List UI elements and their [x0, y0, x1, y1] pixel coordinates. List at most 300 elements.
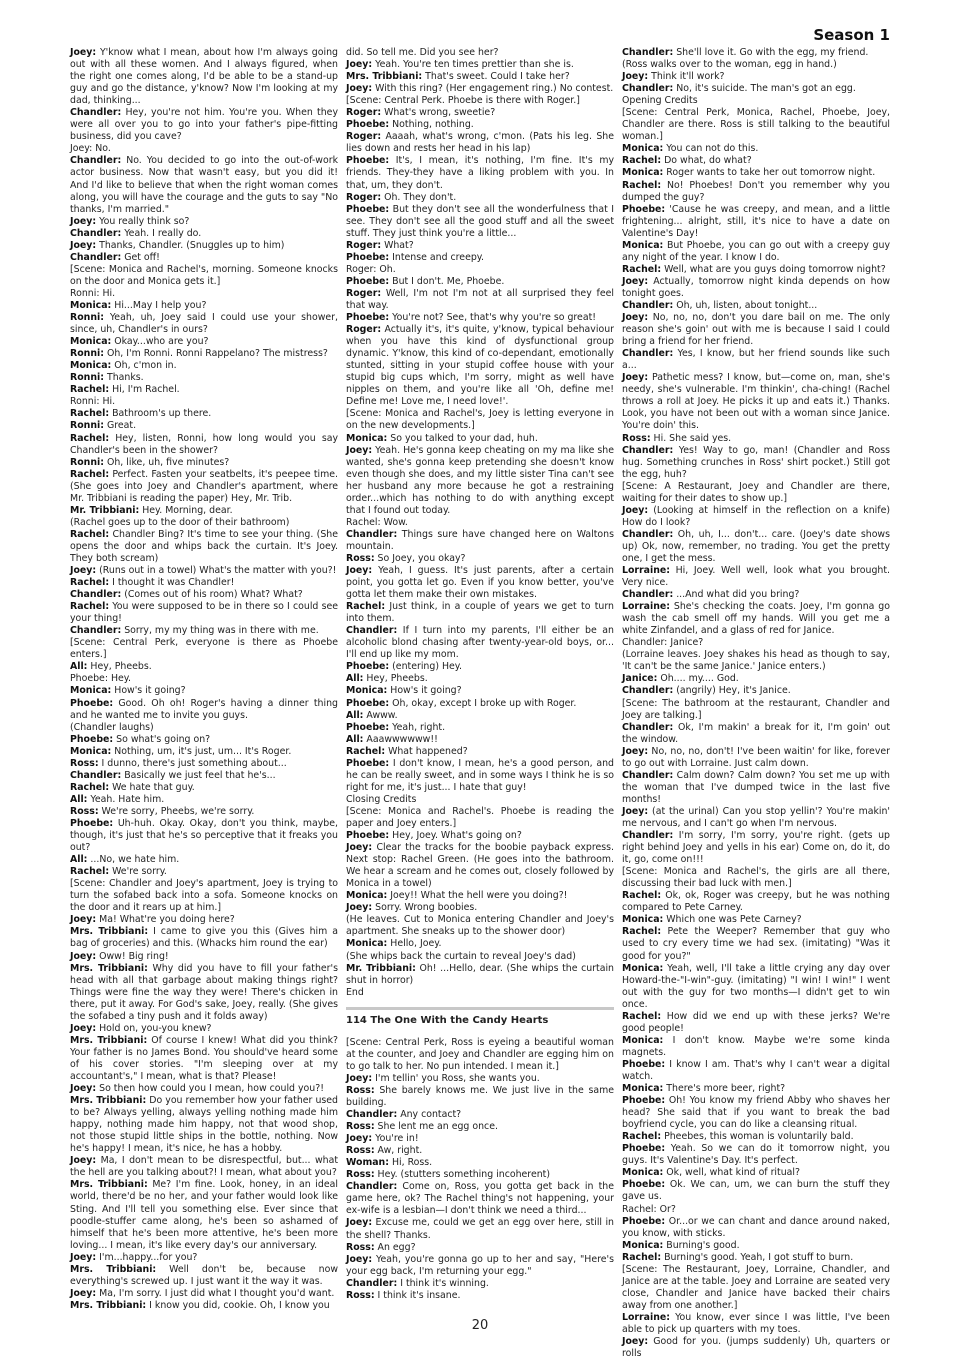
script-line — [622, 1143, 890, 1167]
line-text: What's wrong, sweetie? — [381, 107, 496, 119]
script-line — [622, 1240, 890, 1252]
speaker-name: Phoebe: — [346, 155, 390, 167]
line-text: Sorry. Wrong boobies. — [372, 902, 478, 914]
line-text: (Comes out of his room) What? What? — [121, 589, 303, 601]
line-text: Ok, ok, Roger was creepy, but he was nothing compared to Pete Carney. — [622, 890, 890, 914]
line-text: Me? I'm fine. Look, honey, in an ideal world, there'd be no her, and your father would look like Sting. And I'll tell you something else. Ever since that poodle-stuffer came along, he's been so ashamed of himself that he's been more attentive, he's been more loving... I mean, it's like every day's our anniversary. — [70, 1179, 338, 1251]
speaker-name: Ross: — [346, 1169, 375, 1181]
speaker-name: Roger: — [346, 239, 382, 251]
script-line — [70, 601, 338, 625]
speaker-name: Joey: — [622, 312, 649, 324]
script-line — [70, 396, 338, 408]
line-text: Oww! Big ring! — [96, 950, 169, 962]
speaker-name: Rachel: — [622, 155, 662, 167]
script-line — [70, 1300, 338, 1312]
script-line — [622, 649, 890, 673]
speaker-name: Monica: — [622, 1034, 664, 1046]
script-line — [70, 770, 338, 782]
script-line — [622, 926, 890, 962]
speaker-name: Rachel: — [70, 384, 110, 396]
line-text: (angrily) Hey, it's Janice. — [673, 685, 791, 697]
speaker-name: Joey: — [346, 59, 373, 71]
speaker-name: Joey: — [346, 444, 373, 456]
script-line — [70, 384, 338, 396]
line-text: Chandler: Janice? — [622, 637, 704, 649]
script-line — [346, 565, 614, 601]
speaker-name: Phoebe: — [346, 312, 390, 324]
speaker-name: Joey: — [346, 1133, 373, 1145]
line-text: Hey, Pheebs. — [87, 661, 152, 673]
script-line — [622, 372, 890, 432]
script-line — [70, 963, 338, 1023]
line-text: But they don't see all the wonderfulness that I see. They don't see all the good stuff and all the sweet stuff. They just think you're a little... — [346, 203, 614, 239]
line-text: Hey, Joey. What's going on? — [389, 830, 522, 842]
script-line — [346, 1037, 614, 1073]
line-text: Good for you. (jumps suddenly) Uh, quarters or rolls — [622, 1336, 890, 1360]
speaker-name: Chandler: — [346, 1109, 398, 1121]
speaker-name: Joey: — [70, 47, 97, 58]
script-line — [622, 963, 890, 1011]
speaker-name: Rachel: — [622, 179, 662, 191]
speaker-name: Monica: — [70, 336, 112, 348]
line-text: Come on, Ross, you gotta get back in the game here, ok? The Rachel thing's not happening, your ex-wife is a lesbian—I don't think we need a third... — [346, 1181, 614, 1217]
speaker-name: Lorraine: — [622, 565, 670, 577]
script-line — [622, 890, 890, 914]
script-line — [70, 734, 338, 746]
speaker-name: Rachel: — [622, 263, 662, 275]
line-text: [Scene: A Restaurant, Joey and Chandler are there, waiting for their dates to show up.] — [622, 480, 890, 504]
speaker-name: Phoebe: — [70, 733, 114, 745]
script-line — [622, 1264, 890, 1312]
script-line — [346, 1133, 614, 1145]
script-line — [622, 866, 890, 890]
line-text: [Scene: The Restaurant, Joey, Lorraine, Chandler, and Janice are at the table. Joey and Lorraine are seated very close, Chandler and Janice have backed their chairs away from one another.] — [622, 1263, 890, 1311]
script-line — [346, 722, 614, 734]
line-text: Rachel: Wow. — [346, 516, 408, 528]
line-text: Ok, I'm makin' a break for it, I'm goin' out the window. — [622, 721, 890, 745]
speaker-name: Joey: — [346, 842, 373, 854]
script-line — [622, 204, 890, 240]
line-text: I think it's winning. — [397, 1277, 489, 1289]
script-line — [346, 601, 614, 625]
line-text: (She whips back the curtain to reveal Joey's dad) — [346, 950, 576, 962]
line-text: Which one was Pete Carney? — [663, 914, 802, 926]
line-text: You can not do this. — [663, 143, 759, 155]
script-line — [346, 1145, 614, 1157]
line-text: Oh, uh, I... don't... care. (Joey's date shows up) Ok, now, remember, no trading. You get the pretty one, I get the mess. — [622, 528, 890, 564]
script-line — [70, 47, 338, 107]
line-text: Phoebe: Hey. — [70, 673, 131, 685]
line-text: (Ross walks over to the woman, egg in hand.) — [622, 59, 837, 71]
speaker-name: Chandler: — [622, 721, 674, 733]
speaker-name: Ronni: — [70, 420, 104, 432]
speaker-name: Roger: — [346, 107, 382, 119]
speaker-name: Monica: — [346, 938, 388, 950]
speaker-name: Woman: — [346, 1157, 389, 1169]
script-line — [622, 505, 890, 529]
speaker-name: Phoebe: — [346, 119, 390, 131]
script-line — [346, 445, 614, 517]
script-line — [346, 529, 614, 553]
speaker-name: Joey: — [70, 1251, 97, 1263]
script-line — [346, 517, 614, 529]
script-line — [70, 746, 338, 758]
script-line — [622, 167, 890, 179]
speaker-name: Phoebe: — [70, 818, 114, 829]
line-text: Oh. They don't. — [381, 191, 457, 203]
script-line — [622, 59, 890, 71]
speaker-name: Monica: — [622, 914, 664, 926]
speaker-name: Chandler: — [346, 1181, 398, 1193]
script-line — [622, 276, 890, 300]
line-text: Ok. We can, um, we can burn the stuff they gave us. — [622, 1179, 890, 1203]
speaker-name: Monica: — [622, 167, 664, 179]
line-text: Hi, I'm Rachel. — [109, 384, 180, 396]
line-text: Yeah. So we can do it tomorrow night, you guys. It's Valentine's Day. It's perfect. — [622, 1143, 890, 1167]
script-line — [346, 685, 614, 697]
script-line — [346, 1290, 614, 1302]
line-text: [Scene: Central Perk, Monica, Rachel, Phoebe, Joey, Chandler are there. Ross is still talking to the beautiful woman.] — [622, 107, 890, 143]
script-line — [346, 661, 614, 673]
speaker-name: Chandler: — [622, 444, 674, 456]
line-text: Basically we just feel that he's... — [121, 769, 276, 781]
script-line — [622, 529, 890, 565]
line-text: Roger: Oh. — [346, 263, 396, 275]
line-text: Any contact? — [397, 1109, 462, 1121]
speaker-name: Ross: — [70, 757, 99, 769]
script-line — [622, 95, 890, 107]
speaker-name: Rachel: — [70, 528, 110, 540]
speaker-name: Joey: — [70, 1083, 97, 1095]
line-text: I dunno, there's just something about... — [98, 757, 287, 769]
speaker-name: Chandler: — [622, 830, 674, 842]
line-text: Oh, okay, except I broke up with Roger. — [389, 697, 577, 709]
line-text: You're not? See, that's why you're so great! — [389, 312, 597, 324]
script-line — [70, 914, 338, 926]
script-line — [346, 264, 614, 276]
speaker-name: Phoebe: — [346, 697, 390, 709]
line-text: Ronni: Hi. — [70, 287, 116, 299]
line-text: What? — [381, 239, 414, 251]
line-text: She'll love it. Go with the egg, my friend. — [673, 47, 869, 58]
line-text: Sorry, my my thing was in there with me. — [121, 625, 319, 637]
script-line — [70, 806, 338, 818]
line-text: So what's going on? — [113, 733, 211, 745]
script-line — [622, 1011, 890, 1035]
script-line — [70, 926, 338, 950]
line-text: [Scene: Monica and Rachel's, morning. Someone knocks on the door and Monica gets it.] — [70, 263, 338, 287]
speaker-name: Ross: — [70, 805, 99, 817]
speaker-name: Monica: — [346, 890, 388, 902]
speaker-name: Monica: — [622, 239, 664, 251]
line-text: Excuse me, could we get an egg over here, still in the shell? Thanks. — [346, 1217, 614, 1241]
script-line — [70, 1288, 338, 1300]
line-text: 'Cause he was creepy, and mean, and a little frightening... alright, still, it's nice to have a date on Valentine's Day! — [622, 203, 890, 239]
speaker-name: Ross: — [346, 552, 375, 564]
speaker-name: Joey: — [622, 275, 649, 287]
script-line — [70, 469, 338, 505]
speaker-name: Joey: — [70, 1155, 97, 1167]
line-text: How's it going? — [111, 685, 186, 697]
line-text: Oh! You know my friend Abby who shaves her head? She said that if you want to break the bad boyfriend cycle, you can do like a cleansing ritual. — [622, 1095, 890, 1131]
line-text: [Scene: Chandler and Joey's apartment, Joey is trying to turn the sofabed back into a sofa. Someone knocks on the door and it rears up at him.] — [70, 878, 338, 914]
speaker-name: Phoebe: — [622, 203, 666, 215]
script-line — [346, 119, 614, 131]
line-text: You're in! — [372, 1133, 419, 1145]
speaker-name: Rachel: — [622, 1251, 662, 1263]
line-text: Why did you have to fill your father's head with all that garbage about making things right? Things were fine the way they were! There's chicken in there, put it away. For God's sake, Joey, really. (She gives the sofabed a tiny push and it folds away) — [70, 962, 338, 1022]
line-text: Hey, Pheebs. — [363, 673, 428, 685]
script-line — [622, 722, 890, 746]
line-text: Hello, Joey. — [387, 938, 442, 950]
line-text: Yes! Way to go, man! (Chandler and Ross hug. Something crunches in Ross' shirt pocket.) Still got the egg, huh? — [622, 444, 890, 480]
script-line — [70, 698, 338, 722]
script-line — [346, 902, 614, 914]
line-text: Pheebes, this woman is voluntarily bald. — [661, 1131, 854, 1143]
script-line — [346, 240, 614, 252]
speaker-name: Mrs. Tribbiani: — [70, 1299, 147, 1311]
speaker-name: Chandler: — [70, 155, 122, 167]
speaker-name: Chandler: — [622, 528, 674, 540]
speaker-name: Rachel: — [622, 890, 662, 902]
line-text: Do you remember how your father used to be? Always yelling, always yelling nothing made him happy, nothing made him happy, not that wood shop, not those stupid little ships in the bottle, nothing. Now he's happy! I mean, it's nice, he has a hobby. — [70, 1095, 338, 1155]
line-text: We're sorry. — [109, 866, 167, 878]
script-column-3 — [622, 47, 890, 1360]
script-line — [70, 818, 338, 854]
line-text: Burning's good. Yeah, I got stuff to burn. — [661, 1251, 854, 1263]
line-text: So Joey, you okay? — [374, 552, 466, 564]
script-line — [70, 240, 338, 252]
speaker-name: Roger: — [346, 287, 382, 299]
speaker-name: Phoebe: — [622, 1058, 666, 1070]
speaker-name: Monica: — [70, 745, 112, 757]
speaker-name: Roger: — [346, 131, 382, 143]
line-text: Intense and creepy. — [389, 251, 484, 263]
script-line — [70, 408, 338, 420]
speaker-name: Phoebe: — [346, 830, 390, 842]
line-text: Think it'll work? — [648, 71, 725, 83]
script-line — [346, 192, 614, 204]
line-text: (Runs out in a towel) What's the matter with you?! — [96, 565, 337, 577]
speaker-name: Ross: — [346, 1241, 375, 1253]
speaker-name: Rachel: — [346, 601, 386, 613]
script-line — [346, 1109, 614, 1121]
script-line — [622, 71, 890, 83]
line-text: I think it's insane. — [374, 1289, 461, 1301]
speaker-name: Monica: — [70, 299, 112, 311]
script-line — [346, 1085, 614, 1109]
speaker-name: Rachel: — [70, 408, 110, 420]
speaker-name: Mrs. Tribbiani: — [70, 1179, 148, 1191]
script-line — [622, 445, 890, 481]
line-text: Perfect. Fasten your seatbelts, it's peepee time. (She goes into Joey and Chandler's apartment, where Mr. Tribbiani is reading the paper) Hey, Mr. Trib. — [70, 468, 338, 504]
script-line — [622, 143, 890, 155]
line-text: You know, ever since I was little, I've been able to pick up quarters with my toes. — [622, 1311, 890, 1335]
line-text: Oh, I'm Ronni. Ronni Rappelano? The mistress? — [103, 348, 328, 360]
line-text: Oh.... my.... God. — [657, 673, 739, 685]
script-line — [70, 216, 338, 228]
script-line — [622, 180, 890, 204]
speaker-name: Lorraine: — [622, 601, 670, 613]
script-line — [346, 288, 614, 312]
line-text: Just think, in a couple of years we get to turn into them. — [346, 601, 614, 625]
line-text: Oh! ...Hello, dear. (She whips the curtain shut in horror) — [346, 962, 614, 986]
script-line — [346, 1278, 614, 1290]
script-line — [622, 264, 890, 276]
line-text: But I don't. Me, Phoebe. — [389, 275, 505, 287]
line-text: Actually it's, it's quite, y'know, typical behaviour when you have this kind of dysfunctional group dynamic. Y'know, this kind of co-dependant, emotionally stunted, sitting in your stupid coffee house with your stupid big cups which, I'm sorry, might as well have nipples on them, and you're like all 'Oh, define me! Define me! Love me, I need love!'. — [346, 324, 614, 408]
speaker-name: Chandler: — [622, 299, 674, 311]
line-text: Yeah, uh, Joey said I could use your shower, since, uh, Chandler's in ours? — [70, 312, 338, 336]
script-line — [70, 252, 338, 264]
speaker-name: Joey: — [346, 1253, 373, 1265]
line-text: Closing Credits — [346, 793, 417, 805]
speaker-name: Joey: — [622, 372, 649, 384]
speaker-name: Roger: — [346, 191, 382, 203]
speaker-name: Rachel: — [70, 468, 110, 480]
script-line — [70, 661, 338, 673]
script-line — [70, 457, 338, 469]
line-text: [Scene: Monica and Rachel's, the girls are all there, discussing their bad luck with men.] — [622, 866, 890, 890]
speaker-name: Chandler: — [346, 625, 398, 637]
line-text: Pete the Weeper? Remember that guy who used to cry every time we had sex. (imitating) "Was it good for you?" — [622, 926, 890, 962]
line-text: (at the urinal) Can you stop yellin'? You're makin' me nervous, and I can't go when I'm nervous. — [622, 805, 890, 829]
line-text: No. You decided to go into the out-of-work actor business. Now that wasn't easy, but you did it! And I'd like to believe that when the right woman comes along, you will have the courage and the guts to say "No thanks, I'm married." — [70, 155, 338, 215]
speaker-name: Chandler: — [622, 589, 674, 601]
script-line — [622, 240, 890, 264]
script-line — [70, 565, 338, 577]
line-text: Ma, I'm sorry. I just did what I thought you'd want. — [96, 1287, 335, 1299]
line-text: I don't know, I mean, he's a good person, and he can be really sweet, and in some ways I think he is so right for me, it's just... I hate that guy! — [346, 757, 614, 793]
line-text: Yeah, you're gonna go up to her and say, "Here's your egg back, I'm returning your egg." — [346, 1253, 614, 1277]
script-line — [622, 830, 890, 866]
script-line — [622, 107, 890, 143]
script-line — [70, 348, 338, 360]
line-text: Oh, like, uh, five minutes? — [103, 456, 230, 468]
script-line — [346, 155, 614, 191]
script-line — [70, 794, 338, 806]
speaker-name: Mr. Tribbiani: — [346, 962, 416, 974]
script-line — [70, 854, 338, 866]
script-line — [346, 890, 614, 902]
script-line — [622, 1179, 890, 1203]
speaker-name: Monica: — [70, 360, 112, 372]
speaker-name: Joey: — [346, 902, 373, 914]
speaker-name: Rachel: — [622, 1010, 662, 1022]
script-line — [622, 1083, 890, 1095]
line-text: We hate that guy. — [109, 781, 195, 793]
script-line — [346, 408, 614, 432]
line-text: Pathetic mess? I know, but—come on, man, she's needy, she's vulnerable. I'm thinkin', cha-ching! (Rachel throws a roll at Joey. He picks it up and eats it.) Thanks. Look, you have not been out with a woman since Janice. You're doin' this. — [622, 372, 890, 432]
line-text: Well, what are you guys doing tomorrow night? — [661, 263, 886, 275]
line-text: Yes, I know, but her friend sounds like such a... — [622, 348, 890, 372]
line-text: Rachel: Or? — [622, 1203, 676, 1215]
script-line — [622, 1336, 890, 1360]
line-text: Y'know what I mean, about how I'm always going out with all these women. And I always figured, when the right one comes along, I'd be able to be a stand-up guy and go the distance, y'know? Now I'm looking at my dad, thinking... — [70, 47, 338, 107]
line-text: Hey, you're not him. You're you. When they were all over you to go into your father's pipe-fitting business, did you cave? — [70, 107, 338, 143]
line-text: No, no, no, don't! I've been waitin' for like, forever to go out with Lorraine. Just calm down. — [622, 745, 890, 769]
line-text: Hey. (stutters something incoherent) — [374, 1169, 550, 1181]
script-line — [346, 95, 614, 107]
line-text: I'm...happy...for you? — [96, 1251, 198, 1263]
speaker-name: Phoebe: — [346, 661, 390, 673]
speaker-name: Phoebe: — [622, 1143, 666, 1155]
script-line — [346, 734, 614, 746]
script-line — [70, 228, 338, 240]
line-text: Oh, c'mon in. — [111, 360, 177, 372]
script-line — [346, 59, 614, 71]
script-line — [346, 1242, 614, 1254]
speaker-name: Joey: — [70, 215, 97, 227]
speaker-name: Mrs. Tribbiani: — [70, 962, 148, 974]
script-line — [622, 348, 890, 372]
line-text: Actually, tomorrow night kinda depends on how tonight goes. — [622, 275, 890, 299]
speaker-name: Chandler: — [70, 625, 122, 637]
script-line — [70, 420, 338, 432]
script-line — [70, 1252, 338, 1264]
script-line — [346, 131, 614, 155]
line-text: 114 The One With the Candy Hearts — [346, 1014, 549, 1026]
script-line — [70, 155, 338, 215]
speaker-name: Joey: — [70, 565, 97, 577]
line-text: [Scene: Central Perk, Ross is eyeing a beautiful woman at the counter, and Joey and Chandler are egging him on to go talk to her. No pun intended. I mean it.] — [346, 1036, 614, 1072]
speaker-name: Phoebe: — [346, 757, 390, 769]
line-text: (entering) Hey. — [389, 661, 462, 673]
line-text: Well don't be, because now everything's screwed up. I just want it the way it was. — [70, 1263, 338, 1287]
line-text: You were supposed to be in there so I could see your thing! — [70, 601, 338, 625]
speaker-name: Mrs. Tribbiani: — [70, 926, 149, 938]
script-line — [70, 517, 338, 529]
speaker-name: Joey: — [70, 239, 97, 251]
line-text: Hi, Ross. — [388, 1157, 433, 1169]
line-text: There's more beer, right? — [663, 1083, 786, 1095]
speaker-name: Ronni: — [70, 348, 104, 360]
line-text: End — [346, 986, 364, 998]
line-text: She's checking the coats. Joey, I'm gonna go wash the cab smell off my hands. Will you get me a white Zinfandel, and a glass of red for Janice. — [622, 601, 890, 637]
script-line — [70, 1023, 338, 1035]
line-text: How did we end up with these jerks? We're good people! — [622, 1010, 890, 1034]
script-line — [346, 107, 614, 119]
script-line — [346, 938, 614, 950]
speaker-name: Rachel: — [622, 926, 662, 938]
script-line — [70, 673, 338, 685]
script-line — [70, 529, 338, 565]
line-text: Bathroom's up there. — [109, 408, 212, 420]
script-line — [70, 1095, 338, 1155]
line-text: Yeah. Hate him. — [87, 793, 165, 805]
script-line — [622, 433, 890, 445]
script-line — [346, 1169, 614, 1181]
script-line — [70, 107, 338, 143]
speaker-name: Joey: — [346, 1217, 373, 1229]
speaker-name: Mrs. Tribbiani: — [70, 1263, 157, 1275]
speaker-name: Ross: — [346, 1084, 375, 1096]
script-line — [346, 1073, 614, 1085]
speaker-name: Monica: — [622, 143, 664, 155]
line-text: Good. Oh oh! Roger's having a dinner thing and he wanted me to invite you guys. — [70, 697, 338, 721]
script-line — [346, 673, 614, 685]
script-line — [346, 312, 614, 324]
script-line — [622, 155, 890, 167]
line-text: Things sure have changed here on Waltons mountain. — [346, 528, 614, 552]
line-text: Yeah, I guess. It's just parents, after a certain point, you gotta let go. Even if you know better, you've gotta let them make their own mistakes. — [346, 565, 614, 601]
script-line — [70, 288, 338, 300]
speaker-name: Rachel: — [70, 781, 110, 793]
line-text: Awww. — [363, 709, 398, 721]
speaker-name: Rachel: — [70, 577, 110, 589]
speaker-name: Ross: — [346, 1289, 375, 1301]
line-text: No! Phoebes! Don't you remember why you dumped the guy? — [622, 179, 890, 203]
